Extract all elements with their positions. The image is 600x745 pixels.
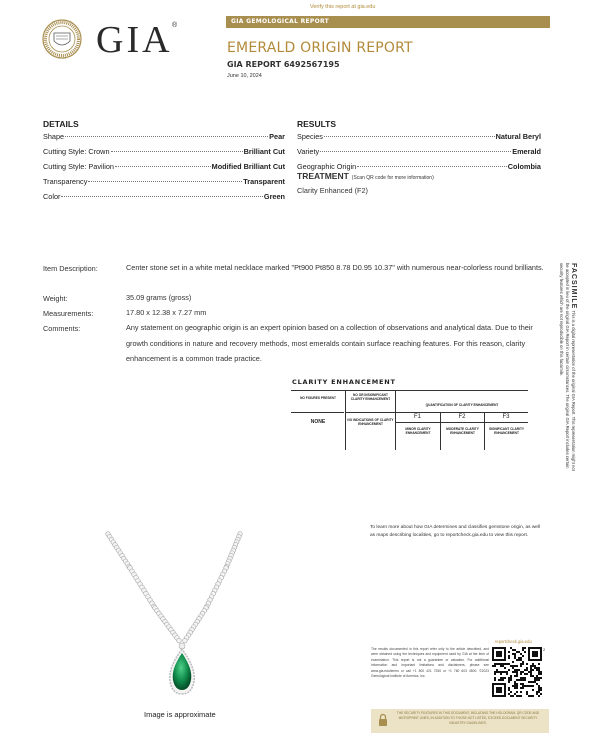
details-heading: DETAILS — [43, 119, 79, 129]
necklace-image — [100, 528, 260, 708]
results-section — [297, 119, 541, 177]
treatment-heading: TREATMENT (Scan QR code for more information) — [297, 171, 434, 181]
details-label: Shape — [43, 132, 65, 141]
details-label: Cutting Style: Crown — [43, 147, 110, 156]
report-title: EMERALD ORIGIN REPORT — [227, 40, 413, 56]
facsimile-note — [548, 263, 576, 473]
details-value: Green — [263, 192, 285, 201]
details-row — [43, 177, 285, 192]
disclaimer-text: The results documented in this report refer only to the article described, and were obtained using the techniques and equipment used by GIA at the time of examination. This report is not a guarantee or valuation. For additional information and important limitations and disclaimers, please see www.gia.edu/terms or call +1 800 421 7250 or +1 760 603 4500. ©2023 Gemological Institute of America, Inc. — [371, 647, 489, 679]
facsimile-text: This is a digital representation of the original GIA Report. This representation might not be accepted in lieu of the original GIA Report in certain circumstances. The original GIA Report includes certain security features which are not reproducible on this facsimile. — [559, 263, 576, 471]
details-label: Cutting Style: Pavilion — [43, 162, 114, 171]
qr-code[interactable] — [492, 647, 542, 697]
results-row — [297, 147, 541, 162]
item-description: Center stone set in a white metal necklace marked "Pt900 Pt850 8.78 D0.95 10.37" with numerous near-colorless round brilliants. — [126, 263, 544, 272]
details-value: Brilliant Cut — [243, 147, 285, 156]
clarity-scale-title: CLARITY ENHANCEMENT — [292, 378, 396, 386]
results-label: Species — [297, 132, 323, 141]
lock-icon — [378, 713, 388, 727]
results-label: Variety — [297, 147, 320, 156]
clarity-grade-f3: F3 — [502, 414, 510, 420]
clarity-desc-minor: MINOR CLARITY ENHANCEMENT — [405, 427, 431, 435]
clarity-grade-f1: F1 — [413, 414, 421, 420]
gia-seal-icon — [42, 19, 82, 59]
clarity-scale — [291, 390, 528, 450]
gia-logo-text: GIA — [96, 19, 173, 61]
results-value: Colombia — [507, 162, 541, 171]
details-section — [43, 119, 285, 207]
results-row — [297, 132, 541, 147]
results-value: Emerald — [512, 147, 541, 156]
comments-value: Any statement on geographic origin is an expert opinion based on a collection of observations and analytical data. Due to their growth conditions in nature and recovery methods, most emeralds contain surface reaching features. For this reason, clarity enhancement is a common trade practice. — [126, 323, 533, 363]
verify-link[interactable]: Verify this report at gia.edu — [310, 4, 376, 10]
learn-more-text: To learn more about how GIA determines and classifies gemstone origin, as well as maps describing localities, go to reportcheck.gia.edu to view this report. — [370, 525, 541, 538]
qr-side-number: 2 — [543, 647, 546, 652]
details-value: Modified Brilliant Cut — [211, 162, 285, 171]
measurements-value: 17.80 x 12.38 x 7.27 mm — [126, 308, 207, 317]
measurements-label: Measurements: — [43, 309, 94, 318]
facsimile-title: FACSIMILE — [570, 263, 577, 310]
weight-label: Weight: — [43, 294, 68, 303]
report-number: GIA REPORT 6492567195 — [227, 60, 340, 69]
reportcheck-link[interactable]: reportcheck.gia.edu — [495, 639, 532, 644]
weight-value: 35.09 grams (gross) — [126, 293, 192, 302]
details-row — [43, 162, 285, 177]
details-row — [43, 147, 285, 162]
clarity-desc-significant: SIGNIFICANT CLARITY ENHANCEMENT — [488, 427, 525, 435]
details-value: Pear — [269, 132, 285, 141]
treatment-note: (Scan QR code for more information) — [351, 175, 434, 181]
comments-label: Comments: — [43, 324, 81, 333]
report-type-bar: GIA GEMOLOGICAL REPORT — [226, 16, 550, 28]
details-label: Color — [43, 192, 61, 201]
clarity-none-value: NONE — [310, 419, 326, 425]
details-row — [43, 132, 285, 147]
details-label: Transparency — [43, 177, 88, 186]
clarity-col-no-figures: NO FIGURES PRESENT — [300, 396, 336, 400]
security-text: THE SECURITY FEATURES IN THIS DOCUMENT, INCLUDING THE HOLOGRAM, QR CODE AND MICROPRINT LINES, IN ADDITION TO THOSE NOT LISTED, EXCEED DOCUMENT SECURITY INDUSTRY GUIDELINES. — [396, 711, 540, 726]
item-description-label: Item Description: — [43, 264, 98, 273]
necklace-chain-right — [183, 532, 243, 643]
image-caption: Image is approximate — [144, 710, 216, 719]
details-row — [43, 192, 285, 207]
clarity-no-indications: NO INDICATIONS OF CLARITY ENHANCEMENT — [347, 418, 394, 426]
necklace-chain-left — [106, 532, 182, 643]
report-date: June 10, 2024 — [227, 73, 262, 79]
clarity-col-insignificant: NO OR INSIGNIFICANT CLARITY ENHANCEMENT — [350, 393, 391, 401]
clarity-desc-moderate: MODERATE CLARITY ENHANCEMENT — [446, 427, 479, 435]
registered-mark: ® — [172, 22, 178, 29]
clarity-grade-f2: F2 — [458, 414, 466, 420]
results-value: Natural Beryl — [495, 132, 541, 141]
results-heading: RESULTS — [297, 119, 337, 129]
clarity-quant-heading: QUANTIFICATION OF CLARITY ENHANCEMENT — [425, 403, 499, 407]
treatment-value: Clarity Enhanced (F2) — [297, 186, 368, 195]
results-label: Geographic Origin — [297, 162, 357, 171]
details-value: Transparent — [243, 177, 285, 186]
